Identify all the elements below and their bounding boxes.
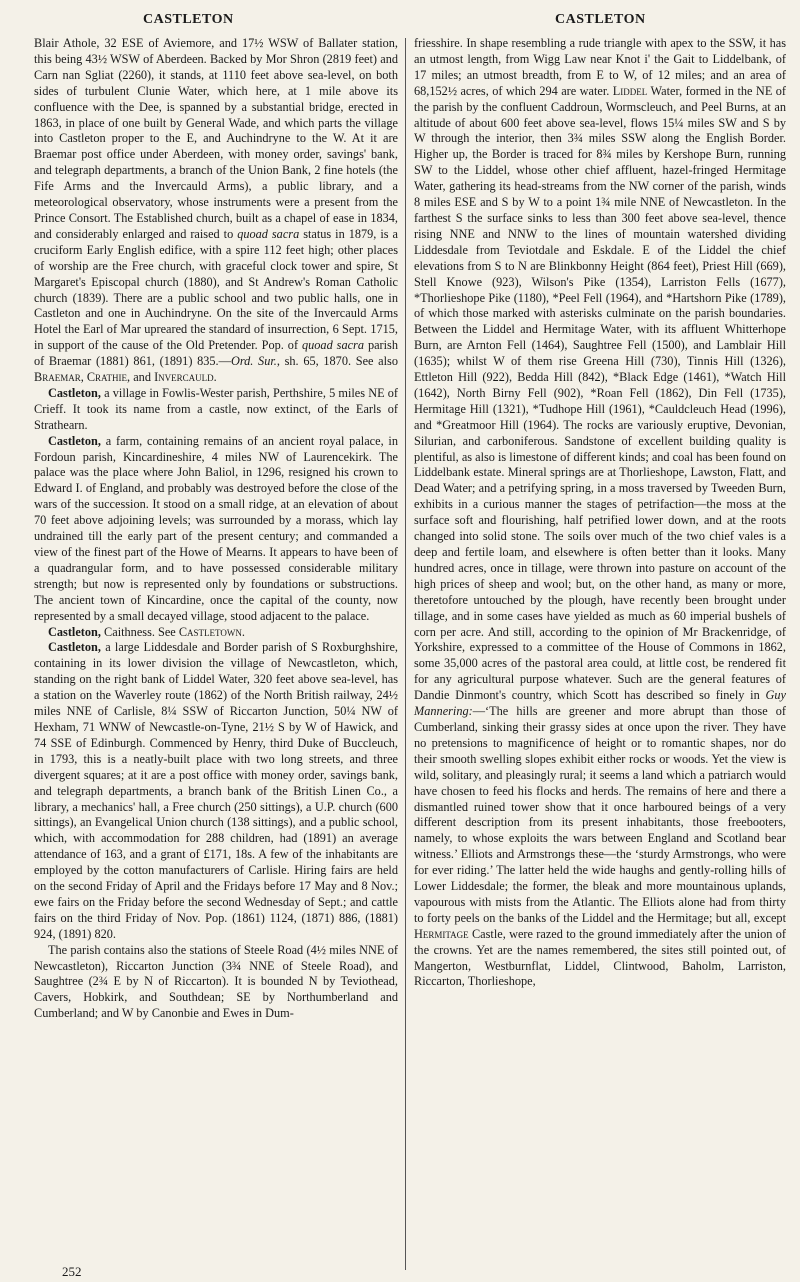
paragraph-parish-description: friesshire. In shape resembling a rude triangle with apex to the SSW, it has an utmost length, from Wigg Law near Knot i' the Gait to Liddelbank, of 17 miles; an utmost breadth, from E to W, of 12 miles; and an area of 68,152½ acres, of which 294 are water. Liddel Water, formed in the NE of the parish by the confluent Caddroun, Wormscleuch, and Peel Burns, at an altitude of about 600 feet above sea-level, flows 15¼ miles SW and S by W through the interior, then 3¾ miles SSW along the English Border. Higher up, the Border is traced for 8¾ miles by Kershope Burn, running SW to the Liddel, whose other chief affluent, hazel-fringed Hermitage Water, gathering its head-streams from the NW corner of the parish, winds 8 miles ESE and S by W to a point 1¾ mile NNE of Newcastleton. In the farthest S the surface sinks to less than 300 feet above sea-level, thence rising NNE and NNW to the lines of mountain watershed dividing Liddesdale from Teviotdale and Eskdale. E of the Liddel the chief elevations from S to N are Blinkbonny Height (864 feet), Priest Hill (669), Stell Knowe (923), Wilson's Pike (1354), Larriston Fells (1677), *Thorlieshope Pike (1180), *Peel Fell (1964), and *Hartshorn Pike (1789), of which those marked with asterisks culminate on the parish boundaries. Between the Liddel and Hermitage Water, with its affluent Whitterhope Burn, are Arnton Fell (1464), Saughtree Fell (1500), and Lamblair Hill (1635); whilst W of them rise Greena Hill (730), Tinnis Hill (1326), Ettleton Hill (922), Bedda Hill (842), *Black Edge (1461), *Watch Hill (1642), North Birny Fell (902), *Roan Fell (1862), Din Fell (1735), Hermitage Hill (1321), *Tudhope Hill (1961), *Cauldcleuch Head (1996), and *Greatmoor Hill (1964). The rocks are variously eruptive, Devonian, Silurian, and carboniferous. Sandstone of excellent building quality is plentiful, as also is limestone of different kinds; and coal has been found on Liddelbank estate. Mineral springs are at Thorlieshope, Lawston, Flatt, and Dead Water; and a petrifying spring, in a moss traversed by Tweeden Burn, exhibits in a curious manner the stages of petrifaction—the moss at the surface soft and flourishing, half petrified lower down, and at the roots changed into solid stone. The soils over much of the two chief vales is a deep and fertile loam, and elsewhere is often better than it looks. Many hundred acres, once in tillage, were thrown into pasture on account of the high prices of sheep and wool; but, on the other hand, as many or more, theretofore untouched by the plough, have recently been brought under tillage, and in some cases have yielded as much as 60 imperial bushels of corn per acre. And still, according to the opinion of Mr Brackenridge, of Yorkshire, expressed to a committee of the House of Commons in 1862, some 35,000 acres of the pastoral area could, at little cost, be rendered fit for any agricultural purpose whatever. Such are the general features of Dandie Dinmont's country, which Scott has described so finely in Guy Mannering:—‘The hills are greener and more abrupt than those of Cumberland, sinking their grassy sides at once upon the river. They have no pretensions to magnificence of height or to romantic shapes, nor do their smooth swelling slopes exhibit either rocks or woods. Yet the view is wild, solitary, and pleasingly rural; it seems a land which a patriarch would have chosen to feed his flocks and herds. The remains of here and there a dismantled ruined tower show that it once harboured beings of a very different description from its present inhabitants, those freebooters, namely, to whose exploits the wars between England and Scotland bear witness.’ Elliots and Armstrongs these—the ‘sturdy Armstrongs, who were for ever riding.’ The latter held the wide haughs and gently-rolling hills of Lower Liddesdale; the former, the bleak and more mountainous uplands, vapourous with mists from the Atlantic. The Elliots alone had from thirty to forty peels on the banks of the Liddel and the Hermitage; but all, except Hermitage Castle, were razed to the ground immediately after the union of the crowns. Yet are the names remembered, the sites still pointed out, of Mangerton, Westburnflat, Liddel, Clintwood, Baholm, Larriston, Riccarton, Thorlieshope, <box>414 36 787 989</box>
left-column <box>34 36 398 1022</box>
running-header <box>0 6 800 36</box>
entry-headword: Castleton, <box>48 433 101 448</box>
entry-braemar-continued: Blair Athole, 32 ESE of Aviemore, and 17½ WSW of Ballater station, this being 43½ WSW of Aberdeen. Backed by Mor Shron (2819 feet) and Carn nan Sgliat (2260), it stands, at 1110 feet above sea-level, on both sides of turbulent Clunie Water, which here, at 1 mile above its confluence with the Dee, is spanned by a substantial bridge, erected in 1863, in place of one built by General Wade, and which parts the village into Castleton proper to the E, and Auchindryne to the W. At it are Braemar post office under Aberdeen, with money order, savings' bank, and telegraph departments, a branch of the Union Bank, 2 fine hotels (the Fife Arms and the Invercauld Arms), a public library, and a meteorological observatory, whose instruments were a present from the Prince Consort. The Established church, built as a chapel of ease in 1834, and considerably enlarged and raised to quoad sacra status in 1879, is a cruciform Early English edifice, with a spire 112 feet high; other places of worship are the Free church, with graceful clock tower and spire, St Margaret's Episcopal church (1880), and St Andrew's Roman Catholic church (1839). There are a public school and two public halls, one in Castleton and one in Auchindryne. On the site of the Invercauld Arms Hotel the Earl of Mar upreared the standard of insurrection, 6 Sept. 1715, in support of the cause of the Old Pretender. Pop. of quoad sacra parish of Braemar (1881) 861, (1891) 835.—Ord. Sur., sh. 65, 1870. See also Braemar, Crathie, and Invercauld. <box>34 36 398 385</box>
entry-headword: Castleton, <box>48 385 101 400</box>
paragraph-parish-stations: The parish contains also the stations of Steele Road (4½ miles NNE of Newcastleton), Riccarton Junction (3¾ NNE of Steele Road), and Saughtree (2¾ E by N of Riccarton). It is bounded N by Teviothead, Cavers, Hobkirk, and Southdean; SE by Northumberland and Cumberland; and W by Canonbie and Ewes in Dum- <box>34 942 398 1021</box>
entry-castleton-kincardineshire: Castleton, a farm, containing remains of an ancient royal palace, in Fordoun parish, Kincardineshire, 4 miles NW of Laurencekirk. The palace was the place where John Baliol, in 1296, resigned his crown to Edward I. of England, and probably was destroyed before the close of the wars of the succession. It stood on a small ridge, at an elevation of about 70 feet above adjoining levels; was surrounded by a morass, which lay undrained till the early part of the present century; and commanded a view of the finest part of the Howe of Mearns. It appears to have been of a quadrangular form, and to have possessed considerable military strength; but now is represented only by foundations or substructions. The ancient town of Kincardine, once the capital of the county, now represented by a small decayed village, stood adjacent to the palace. <box>34 433 398 623</box>
header-left-title: CASTLETON <box>143 12 234 27</box>
column-divider <box>405 38 406 1270</box>
entry-castleton-caithness: Castleton, Caithness. See Castletown. <box>48 624 245 639</box>
page-number: 252 <box>62 1264 82 1279</box>
entry-headword: Castleton, <box>48 624 101 639</box>
entry-headword: Castleton, <box>48 640 101 655</box>
right-column <box>414 36 786 990</box>
entry-castleton-roxburghshire: Castleton, a large Liddesdale and Border parish of S Roxburghshire, containing in its lower division the village of Newcastleton, which, standing on the right bank of Liddel Water, 320 feet above sea-level, has a station on the Waverley route (1862) of the North British railway, 24½ miles NNE of Carlisle, 8¼ SSW of Riccarton Junction, 50¼ NW of Hexham, 71 WNW of Newcastle-on-Tyne, 21½ S by W of Hawick, and 74 SSE of Edinburgh. Commenced by Henry, third Duke of Buccleuch, in 1793, this is a neatly-built place with two long streets, and three divergent squares; at it are a post office with money order, savings bank, and telegraph departments, a branch bank of the British Linen Co., a library, a mechanics' hall, a Free church (250 sittings), a U.P. church (600 sittings), an Evangelical Union church (138 sittings), and a public school, which, with accommodation for 288 children, had (1891) an average attendance of 163, and a grant of £171, 18s. A few of the inhabitants are employed by the cotton manufacturers of Carlisle. Hiring fairs are held on the second Friday of April and the Fridays before 17 May and 8 Nov.; ewe fairs on the Friday before the second Wednesday of Sept.; and cattle fairs on the third Friday of Nov. Pop. (1861) 1124, (1871) 886, (1881) 924, (1891) 820. <box>34 640 398 941</box>
entry-castleton-perthshire: Castleton, a village in Fowlis-Wester parish, Perthshire, 5 miles NE of Crieff. It took its name from a castle, now extinct, of the Earls of Strathearn. <box>34 385 398 432</box>
header-right-title: CASTLETON <box>555 12 646 27</box>
